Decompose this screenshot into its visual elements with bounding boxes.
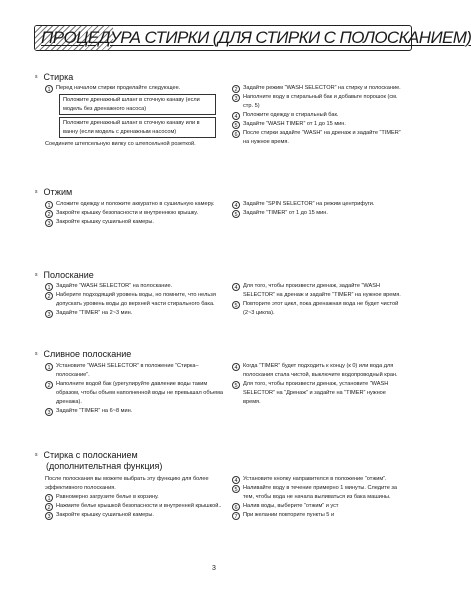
right-column [232, 475, 404, 520]
section-bullet-icon: s [35, 272, 38, 279]
note-box: Положите дренажный шланг в сточную канаву или в ванну (если модель с дренажным насосом) [59, 117, 216, 138]
step-text: Перед началом стирки проделайте следующее. [56, 85, 181, 91]
step-number-circle: 1 [45, 363, 53, 371]
step-number-circle: 1 [45, 494, 53, 502]
step-item [232, 111, 404, 120]
step-item [45, 282, 230, 291]
step-text: Закройте крышку сушильной камеры. [56, 512, 154, 518]
page-number: 3 [212, 565, 216, 572]
step-text: После стирки задайте “WASH” на дренаж и задайте “TIMER” на нужное время. [243, 130, 401, 145]
step-number-circle: 3 [45, 408, 53, 416]
step-number-circle: 5 [232, 210, 240, 218]
step-text: Задайте “TIMER” на 2~3 мин. [56, 310, 133, 316]
step-item [232, 120, 404, 129]
paragraph: Соедините штепсельную вилку со штепсельной розеткой. [45, 141, 196, 147]
right-column [232, 200, 404, 218]
step-number-circle: 2 [45, 292, 53, 300]
step-item [232, 380, 404, 407]
step-number-circle: 2 [45, 503, 53, 511]
step-item [232, 209, 404, 218]
step-item [232, 475, 404, 484]
step-item [45, 362, 230, 380]
step-item [45, 291, 230, 309]
step-text: Нажмите белье крышкой безопасности и внутренней крышкой.. [56, 503, 222, 509]
step-number-circle: 1 [45, 201, 53, 209]
section-heading [35, 72, 73, 83]
step-text: Закройте крышку сушильной камеры. [56, 219, 154, 225]
step-text: Повторите этот цикл, пока дренажная вода не будет чистой (2~3 цикла). [243, 301, 399, 316]
step-item [45, 502, 230, 511]
step-text: Задайте режим “WASH SELECTOR” на стирку и полоскание. [243, 85, 401, 91]
step-text: Установите “WASH SELECTOR” в положение “Стирка–полоскание”. [56, 363, 199, 378]
section-heading-text: Стирка с полосканием [43, 450, 138, 460]
step-number-circle: 5 [232, 381, 240, 389]
step-number-circle: 6 [232, 503, 240, 511]
step-text: Задайте “TIMER” от 1 до 15 мин. [243, 210, 328, 216]
step-item [45, 511, 230, 520]
section-bullet-icon: s [35, 189, 38, 196]
step-text: Когда “TIMER” будет подходить к концу (к 0) или вода для полоскания стала чистой, выключите водопроводный кран. [243, 363, 398, 378]
step-item [232, 484, 404, 502]
step-text: Задайте “WASH SELECTOR” на полоскание. [56, 283, 173, 289]
step-item [45, 493, 230, 502]
step-number-circle: 4 [232, 201, 240, 209]
step-text: Наберите подходящий уровень воды, но помните, что нельзя допускать уровень воды до верхней части стирального бака. [56, 292, 216, 307]
section-bullet-icon: s [35, 351, 38, 358]
step-item [45, 209, 230, 218]
section-heading-text: Сливное полоскание [43, 349, 132, 359]
step-number-circle: 4 [232, 283, 240, 291]
step-number-circle: 3 [45, 219, 53, 227]
step-item [232, 502, 404, 511]
section-bullet-icon: s [35, 452, 38, 459]
step-text: Для того, чтобы произвести дренаж, задайте “WASH SELECTOR” на дренаж и задайте “TIMER” на нужное время. [243, 283, 401, 298]
step-number-circle: 2 [232, 85, 240, 93]
step-item [45, 407, 230, 416]
step-number-circle: 3 [45, 512, 53, 520]
step-number-circle: 4 [232, 363, 240, 371]
step-text: Закройте крышку безопасности и внутреннюю крышку. [56, 210, 199, 216]
step-item [232, 84, 404, 93]
left-column [45, 475, 230, 520]
section-heading-text: Отжим [43, 187, 73, 197]
section-heading [35, 270, 94, 281]
right-column [232, 84, 404, 147]
step-number-circle: 4 [232, 112, 240, 120]
page-title: ПРОЦЕДУРА СТИРКИ (ДЛЯ СТИРКИ С ПОЛОСКАНИЕМ) [41, 28, 471, 47]
step-text: Наполните водой бак (урегулируйте давление воды таким образом, чтобы объем наполненной воды не превышал объема дренажа). [56, 381, 223, 405]
section-heading [35, 349, 131, 360]
step-number-circle: 6 [232, 130, 240, 138]
section-bullet-icon: s [35, 74, 38, 81]
step-item [232, 93, 404, 111]
left-column [45, 200, 230, 227]
step-item [45, 218, 230, 227]
step-text: Равномерно загрузите белье в корзину. [56, 494, 159, 500]
step-number-circle: 1 [45, 85, 53, 93]
step-item [232, 129, 404, 147]
step-number-circle: 2 [45, 210, 53, 218]
step-item [232, 300, 404, 318]
step-text: Сложите одежду и положите аккуратно в сушильную камеру. [56, 201, 215, 207]
step-text: Положите одежду в стиральный бак. [243, 112, 339, 118]
step-number-circle: 5 [232, 121, 240, 129]
step-text: Налив воды, выберите “отжим” и уст [243, 503, 339, 509]
left-column [45, 282, 230, 318]
left-column [45, 84, 230, 149]
step-item [45, 309, 230, 318]
title-banner [34, 25, 471, 51]
step-text: Задайте “TIMER” на 6~8 мин. [56, 408, 133, 414]
step-text: Для того, чтобы произвести дренаж, установите “WASH SELECTOR” на “Дренаж” и задайте на “TIMER” нужное время. [243, 381, 389, 405]
step-number-circle: 1 [45, 283, 53, 291]
paragraph: После полоскания вы можете выбрать эту функцию для более эффективного полоскания. [45, 476, 209, 491]
section-heading-text: Полоскание [43, 270, 94, 280]
step-item [232, 282, 404, 300]
section-subheading: (дополнительтная функция) [46, 461, 163, 471]
step-number-circle: 7 [232, 512, 240, 520]
step-number-circle: 4 [232, 476, 240, 484]
step-item [45, 380, 230, 407]
right-column [232, 362, 404, 407]
step-text: При желании повторите пункты 5 и [243, 512, 335, 518]
step-item [232, 200, 404, 209]
step-item [45, 200, 230, 209]
step-number-circle: 5 [232, 485, 240, 493]
step-number-circle: 5 [232, 301, 240, 309]
step-item [232, 511, 404, 520]
section-heading [35, 187, 72, 198]
section-heading [35, 450, 138, 461]
step-text: Установите кнопку направителся в положение “отжим”. [243, 476, 387, 482]
step-text: Задайте “SPIN SELECTOR” на режим центрифуги. [243, 201, 375, 207]
step-item [232, 362, 404, 380]
step-number-circle: 3 [232, 94, 240, 102]
step-number-circle: 2 [45, 381, 53, 389]
step-text: Наполните воду в стиральный бак и добавьте порошок (см. стр. 5) [243, 94, 398, 109]
section-heading-text: Стирка [43, 72, 74, 82]
right-column [232, 282, 404, 318]
note-box: Положите дренажный шланг в сточную канаву (если модель без дренажного насоса) [59, 94, 216, 115]
step-number-circle: 3 [45, 310, 53, 318]
step-text: Задайте “WASH TIMER” от 1 до 15 мин. [243, 121, 346, 127]
step-text: Наливайте воду в течение примерно 1 минуты. Следите за тем, чтобы вода не начала выливаться из бака машины. [243, 485, 398, 500]
step-item [45, 84, 230, 93]
left-column [45, 362, 230, 416]
